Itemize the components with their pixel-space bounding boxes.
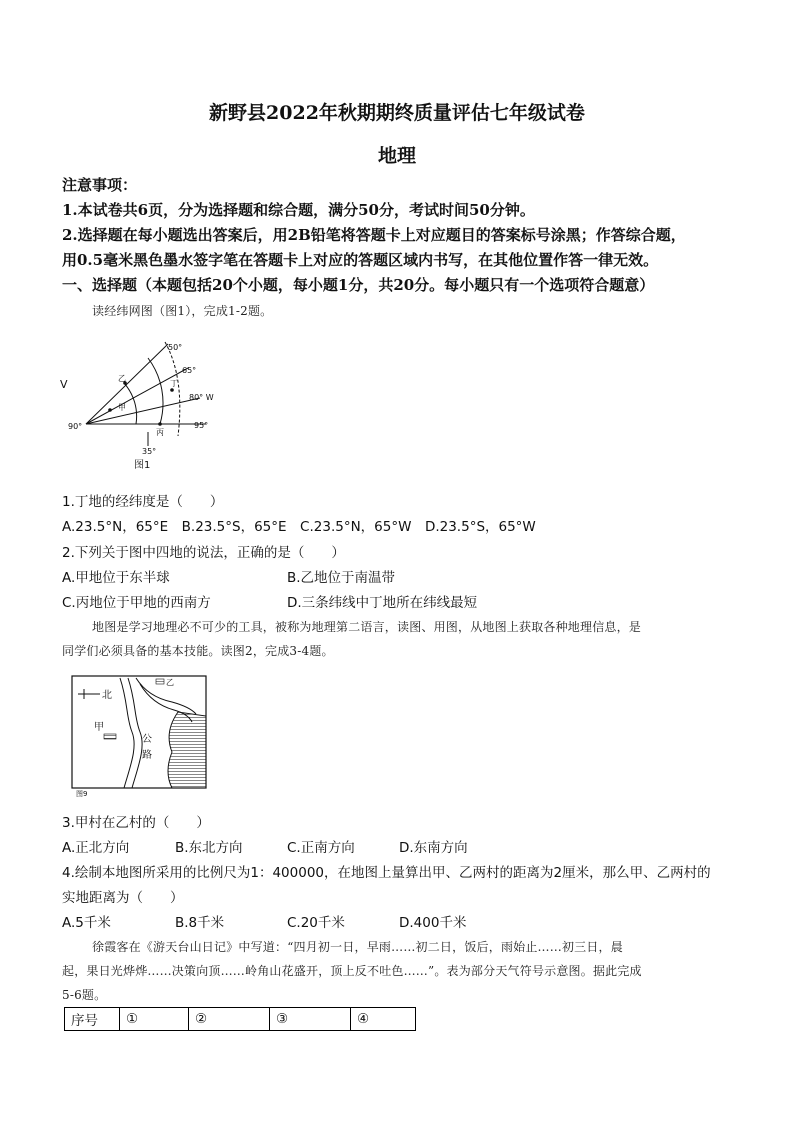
road-line <box>128 678 142 788</box>
intro-figure2-b: 同学们必须具备的基本技能。读图2，完成3-4题。 <box>62 644 334 658</box>
q3-option-c: C.正南方向 <box>287 840 355 856</box>
parallel-arc <box>148 358 163 424</box>
point-jia <box>108 408 112 412</box>
q4-option-c: C.20千米 <box>287 915 345 931</box>
table-cell: ④ <box>351 1008 416 1031</box>
q2-option-d: D.三条纬线中丁地所在纬线最短 <box>287 595 478 611</box>
point-bing <box>158 422 162 426</box>
q2-option-c: C.丙地位于甲地的西南方 <box>62 595 211 611</box>
intro-weather-b: 起，果日光烨烨……决策向顶……岭角山花盛开，顶上反不吐色……”。表为部分天气符号示意图。据此完成 <box>62 964 642 978</box>
notice-line-2b: 用0.5毫米黑色墨水签字笔在答题卡上对应的答题区域内书写，在其他位置作答一律无效。 <box>62 251 659 269</box>
label-road-1: 公 <box>142 734 152 745</box>
label-ding: 丁 <box>170 379 178 388</box>
label-bing: 丙 <box>156 428 164 437</box>
village-yi-mark <box>156 679 164 684</box>
q2-stem: 2.下列关于图中四地的说法，正确的是（ ） <box>62 545 345 561</box>
table-header-cell: 序号 <box>65 1008 120 1031</box>
label-80w: 80° W <box>189 393 214 402</box>
page-title: 新野县2022年秋期期终质量评估七年级试卷 <box>209 102 585 124</box>
q2-option-a: A.甲地位于东半球 <box>62 570 170 586</box>
table-row <box>65 1008 416 1031</box>
village-jia-mark <box>104 734 116 739</box>
notice-heading: 注意事项： <box>62 176 138 194</box>
q3-option-d: D.东南方向 <box>399 840 468 856</box>
q4-stem-b: 实地距离为（ ） <box>62 890 184 906</box>
page-subtitle: 地理 <box>377 145 416 167</box>
meridian-line <box>86 398 200 424</box>
intro-weather-c: 5-6题。 <box>62 988 107 1002</box>
label-v: V <box>60 378 68 391</box>
q4-option-d: D.400千米 <box>399 915 467 931</box>
label-yi: 乙 <box>118 374 126 383</box>
q2-option-b: B.乙地位于南温带 <box>287 570 396 586</box>
section-heading: 一、选择题（本题包括20个小题，每小题1分，共20分。每小题只有一个选项符合题意） <box>62 276 655 294</box>
label-90: 90° <box>68 422 83 431</box>
q4-option-b: B.8千米 <box>175 915 225 931</box>
label-jia: 甲 <box>94 722 104 733</box>
label-65: 65° <box>182 366 197 375</box>
point-ding <box>170 388 174 392</box>
q4-option-a: A.5千米 <box>62 915 111 931</box>
q1-options: A.23.5°N，65°E B.23.5°S，65°E C.23.5°N，65°W D.23.5°S，65°W <box>62 519 536 535</box>
q3-option-a: A.正北方向 <box>62 840 130 856</box>
label-95: 95° <box>194 421 209 430</box>
notice-line-2a: 2.选择题在每小题选出答案后，用2B铅笔将答题卡上对应题目的答案标号涂黑；作答综合题， <box>62 226 686 244</box>
q1-stem: 1.丁地的经纬度是（ ） <box>62 494 224 510</box>
lake <box>168 712 206 788</box>
label-50: 50° <box>168 343 183 352</box>
weather-symbol-table <box>64 1007 416 1031</box>
figure2-map <box>68 672 213 800</box>
label-yi: 乙 <box>166 678 174 687</box>
q4-stem-a: 4.绘制本地图所采用的比例尺为1：400000，在地图上量算出甲、乙两村的距离为2厘米，那么甲、乙两村的 <box>62 865 711 881</box>
label-jia: 甲 <box>118 403 126 412</box>
table-cell: ③ <box>270 1008 351 1031</box>
intro-figure2-a: 地图是学习地理必不可少的工具，被称为地理第二语言，读图、用图，从地图上获取各种地理信息，是 <box>92 620 642 634</box>
label-road-2: 路 <box>142 750 152 761</box>
table-cell: ② <box>189 1008 270 1031</box>
meridian-line <box>86 344 168 424</box>
table-cell: ① <box>120 1008 189 1031</box>
figure2-caption: 图9 <box>76 790 88 798</box>
figure1-caption: 图1 <box>134 460 151 471</box>
intro-weather-a: 徐霞客在《游天台山日记》中写道：“四月初一日，早雨……初二日，饭后，雨始止……初三日，晨 <box>92 940 623 954</box>
notice-line-1: 1.本试卷共6页，分为选择题和综合题，满分50分，考试时间50分钟。 <box>62 201 535 219</box>
intro-figure1: 读经纬网图（图1），完成1-2题。 <box>92 304 273 318</box>
label-north: 北 <box>102 690 112 701</box>
q3-option-b: B.东北方向 <box>175 840 243 856</box>
q3-stem: 3.甲村在乙村的（ ） <box>62 815 210 831</box>
label-35: 35° <box>142 447 157 456</box>
figure1-graticule <box>60 328 220 478</box>
